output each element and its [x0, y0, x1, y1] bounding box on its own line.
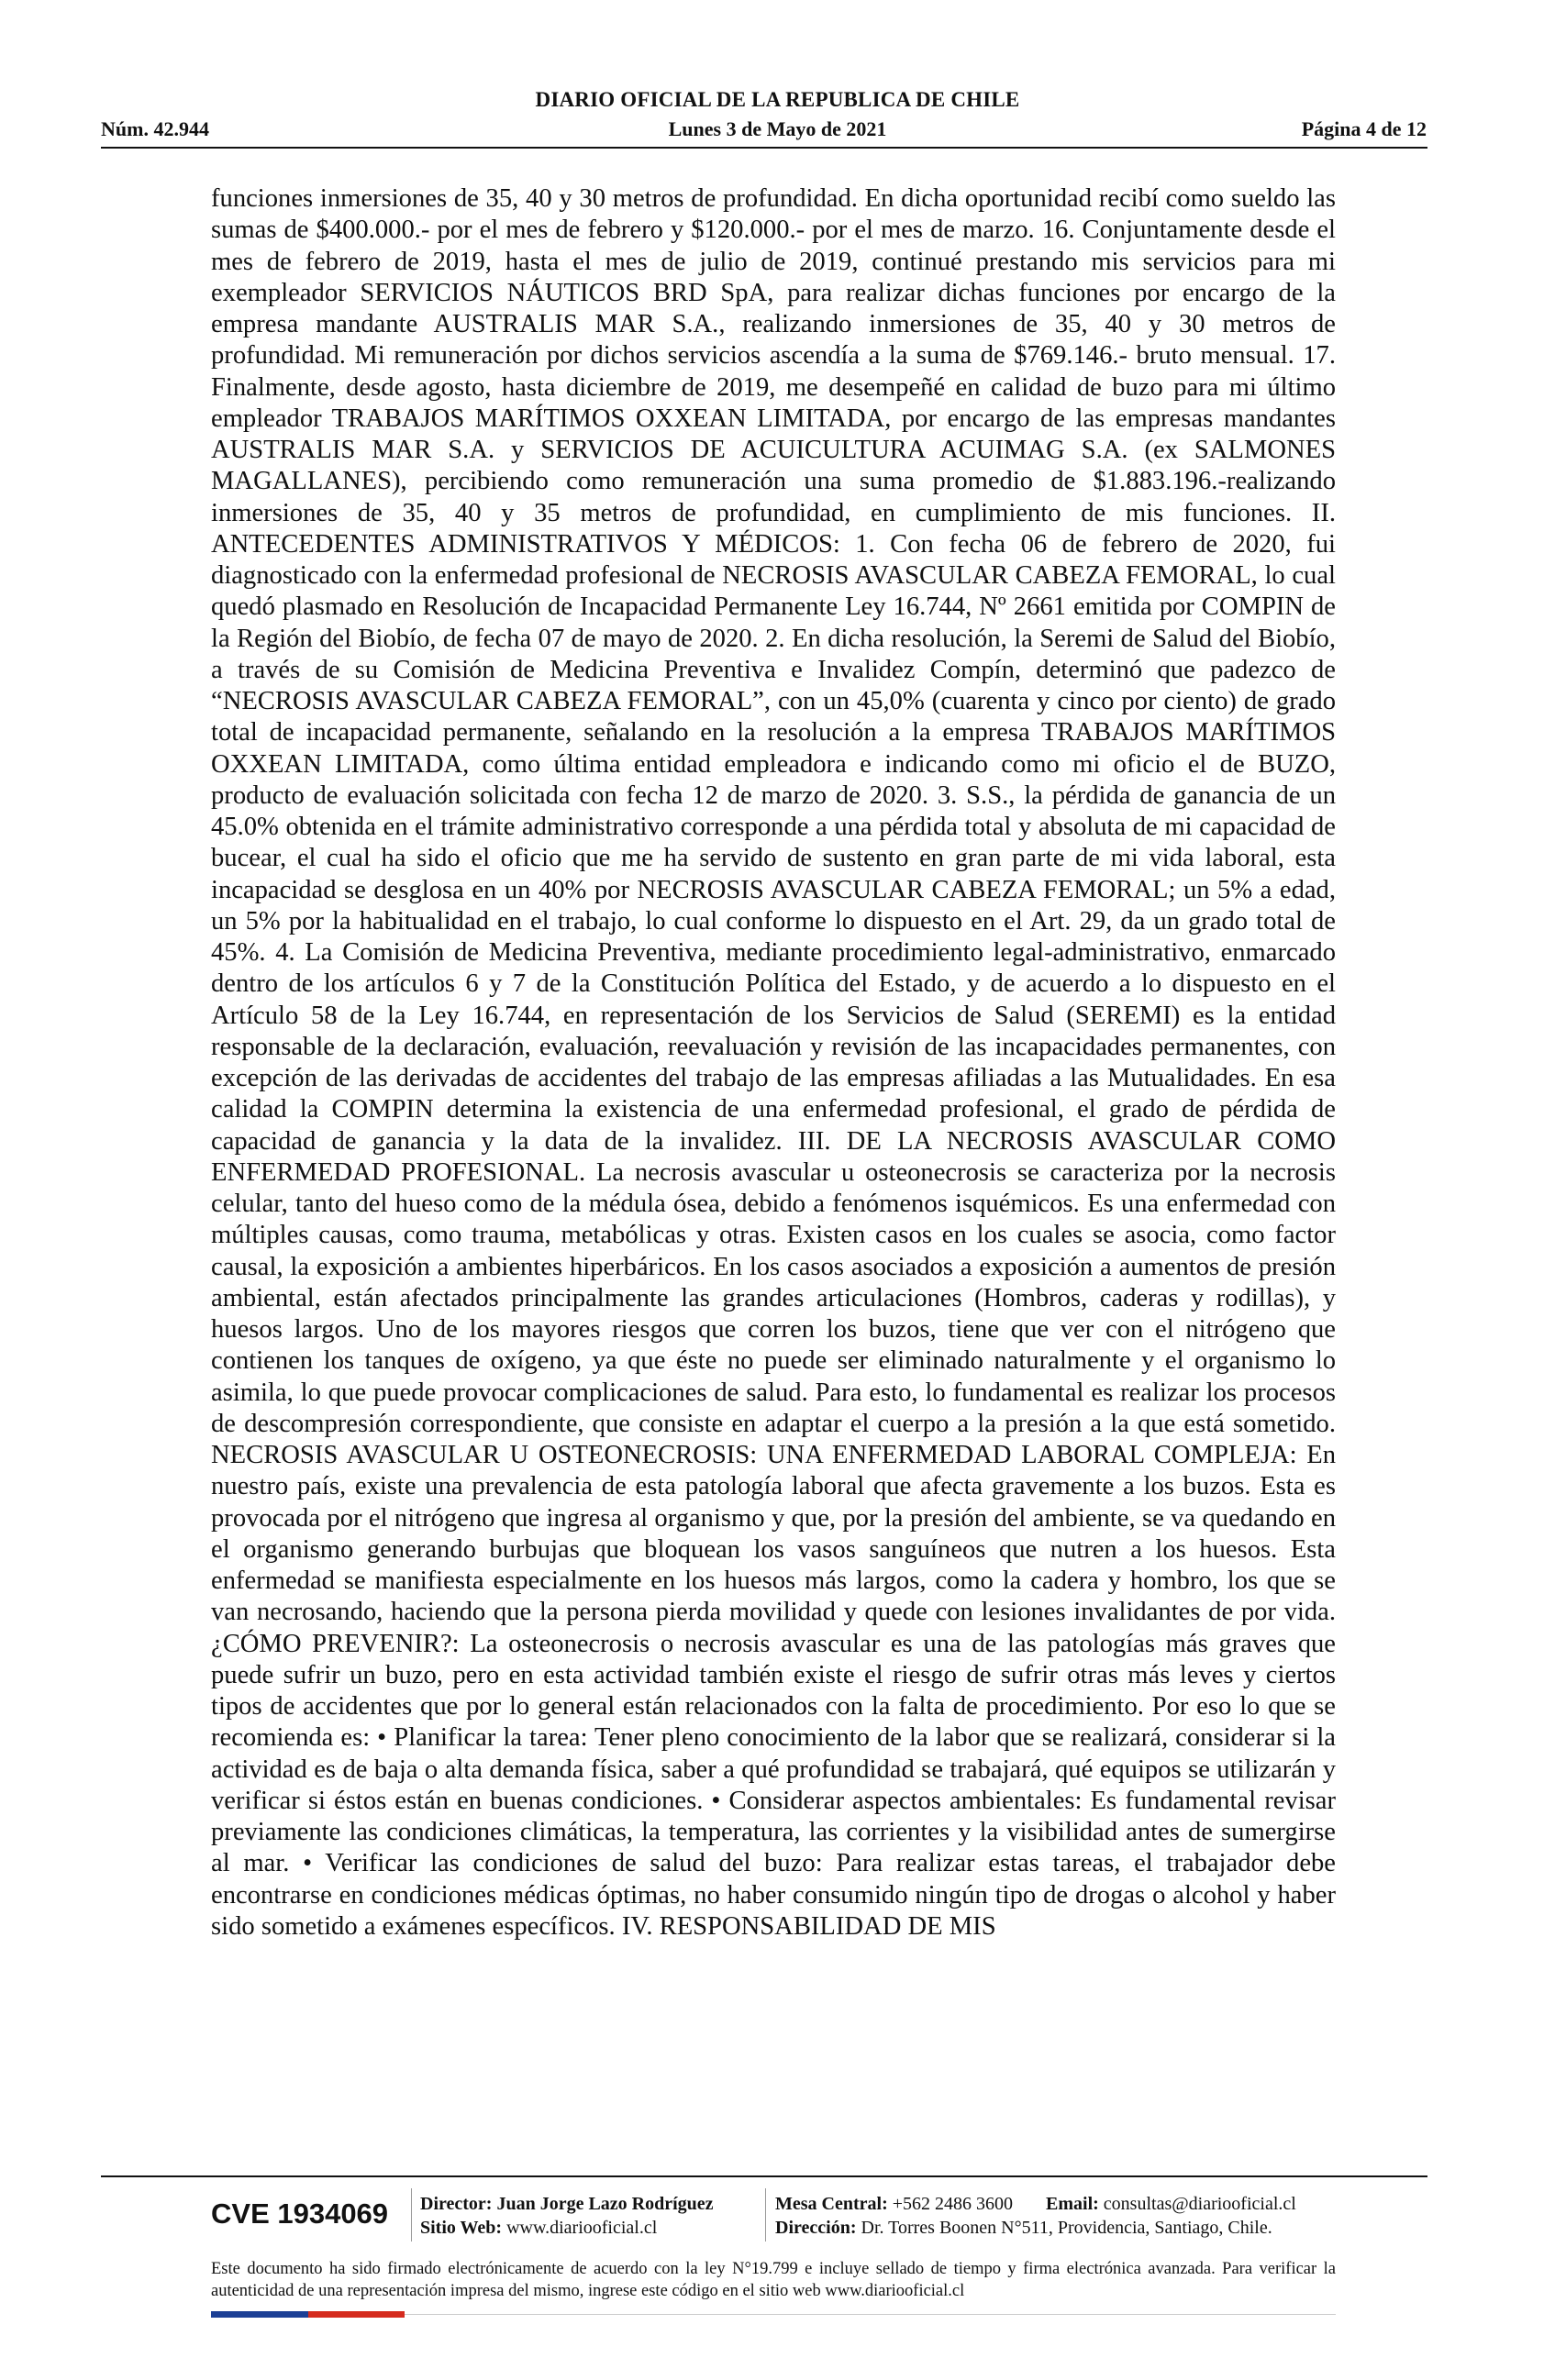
address-label: Dirección: [775, 2218, 857, 2238]
director-label: Director: [420, 2194, 493, 2214]
phone-number: +562 2486 3600 [892, 2194, 1014, 2214]
email-label: Email: [1046, 2194, 1099, 2214]
issue-number: Núm. 42.944 [101, 117, 209, 140]
footer-separator [765, 2188, 766, 2242]
director-name: Juan Jorge Lazo Rodríguez [496, 2194, 714, 2214]
legal-notice: Este documento ha sido firmado electrónicamente de acuerdo con la ley N°19.799 e incluye sellado de tiempo y firma electrónica avanzada. Para verificar la autenticidad de una representación impresa del mismo, ingrese este código en el sitio web www.diariooficial.cl [211, 2260, 1336, 2300]
header-divider [101, 147, 1427, 149]
issue-date: Lunes 3 de Mayo de 2021 [668, 117, 887, 140]
footer-contact-block [775, 2192, 1296, 2240]
web-link[interactable]: www.diariooficial.cl [506, 2218, 658, 2238]
web-label: Sitio Web: [420, 2218, 503, 2238]
address-value: Dr. Torres Boonen N°511, Providencia, Santiago, Chile. [861, 2218, 1272, 2238]
cve-code: CVE 1934069 [211, 2197, 389, 2230]
footer-separator [411, 2188, 412, 2242]
publication-title: DIARIO OFICIAL DE LA REPUBLICA DE CHILE [535, 88, 1020, 111]
flag-stripe-line [405, 2314, 1336, 2315]
footer-divider [101, 2175, 1427, 2177]
body-text: funciones inmersiones de 35, 40 y 30 metros de profundidad. En dicha oportunidad recibí como sueldo las sumas de $400.000.- por el mes de febrero y $120.000.- por el mes de marzo. 16. Conjuntamente desde el mes de febrero de 2019, hasta el mes de julio de 2019, continué prestando mis servicios para mi exempleador SERVICIOS NÁUTICOS BRD SpA, para realizar dichas funciones por encargo de la empresa mandante AUSTRALIS MAR S.A., realizando inmersiones de 35, 40 y 30 metros de profundidad. Mi remuneración por dichos servicios ascendía a la suma de $769.146.- bruto mensual. 17. Finalmente, desde agosto, hasta diciembre de 2019, me desempeñé en calidad de buzo para mi último empleador TRABAJOS MARÍTIMOS OXXEAN LIMITADA, por encargo de las empresas mandantes AUSTRALIS MAR S.A. y SERVICIOS DE ACUICULTURA ACUIMAG S.A. (ex SALMONES MAGALLANES), percibiendo como remuneración una suma promedio de $1.883.196.-realizando inmersiones de 35, 40 y 35 metros de profundidad, en cumplimiento de mis funciones. II. ANTECEDENTES ADMINISTRATIVOS Y MÉDICOS: 1. Con fecha 06 de febrero de 2020, fui diagnosticado con la enfermedad profesional de NECROSIS AVASCULAR CABEZA FEMORAL, lo cual quedó plasmado en Resolución de Incapacidad Permanente Ley 16.744, Nº 2661 emitida por COMPIN de la Región del Biobío, de fecha 07 de mayo de 2020. 2. En dicha resolución, la Seremi de Salud del Biobío, a través de su Comisión de Medicina Preventiva e Invalidez Compín, determinó que padezco de “NECROSIS AVASCULAR CABEZA FEMORAL”, con un 45,0% (cuarenta y cinco por ciento) de grado total de incapacidad permanente, señalando en la resolución a la empresa TRABAJOS MARÍTIMOS OXXEAN LIMITADA, como última entidad empleadora e indicando como mi oficio el de BUZO, producto de evaluación solicitada con fecha 12 de marzo de 2020. 3. S.S., la pérdida de ganancia de un 45.0% obtenida en el trámite administrativo corresponde a una pérdida total y absoluta de mi capacidad de bucear, el cual ha sido el oficio que me ha servido de sustento en gran parte de mi vida laboral, esta incapacidad se desglosa en un 40% por NECROSIS AVASCULAR CABEZA FEMORAL; un 5% a edad, un 5% por la habitualidad en el trabajo, lo cual conforme lo dispuesto en el Art. 29, da un grado total de 45%. 4. La Comisión de Medicina Preventiva, mediante procedimiento legal-administrativo, enmarcado dentro de los artículos 6 y 7 de la Constitución Política del Estado, y de acuerdo a lo dispuesto en el Artículo 58 de la Ley 16.744, en representación de los Servicios de Salud (SEREMI) es la entidad responsable de la declaración, evaluación, reevaluación y revisión de las incapacidades permanentes, con excepción de las derivadas de accidentes del trabajo de las empresas afiliadas a las Mutualidades. En esa calidad la COMPIN determina la existencia de una enfermedad profesional, el grado de pérdida de capacidad de ganancia y la data de la invalidez. III. DE LA NECROSIS AVASCULAR COMO ENFERMEDAD PROFESIONAL. La necrosis avascular u osteonecrosis se caracteriza por la necrosis celular, tanto del hueso como de la médula ósea, debido a fenómenos isquémicos. Es una enfermedad con múltiples causas, como trauma, metabólicas y otras. Existen casos en los cuales se asocia, como factor causal, la exposición a ambientes hiperbáricos. En los casos asociados a exposición a aumentos de presión ambiental, están afectados principalmente las grandes articulaciones (Hombros, caderas y rodillas), y huesos largos. Uno de los mayores riesgos que corren los buzos, tiene que ver con el nitrógeno que contienen los tanques de oxígeno, ya que éste no puede ser eliminado naturalmente y el organismo lo asimila, lo que puede provocar complicaciones de salud. Para esto, lo fundamental es realizar los procesos de descompresión correspondiente, que consiste en adaptar el cuerpo a la presión a la que está sometido. NECROSIS AVASCULAR U OSTEONECROSIS: UNA ENFERMEDAD LABORAL COMPLEJA: En nuestro país, existe una prevalencia de esta patología laboral que afecta gravemente a los buzos. Esta es provocada por el nitrógeno que ingresa al organismo y que, por la presión del ambiente, se va quedando en el organismo generando burbujas que bloquean los vasos sanguíneos que nutren a los huesos. Esta enfermedad se manifiesta especialmente en los huesos más largos, como la cadera y hombro, los que se van necrosando, haciendo que la persona pierda movilidad y quede con lesiones invalidantes de por vida. ¿CÓMO PREVENIR?: La osteonecrosis o necrosis avascular es una de las patologías más graves que puede sufrir un buzo, pero en esta actividad también existe el riesgo de sufrir otras más leves y ciertos tipos de accidentes que por lo general están relacionados con la falta de procedimiento. Por eso lo que se recomienda es: • Planificar la tarea: Tener pleno conocimiento de la labor que se realizará, considerar si la actividad es de baja o alta demanda física, saber a qué profundidad se trabajará, qué equipos se utilizarán y verificar si éstos están en buenas condiciones. • Considerar aspectos ambientales: Es fundamental revisar previamente las condiciones climáticas, la temperatura, las corrientes y la visibilidad antes de sumergirse al mar. • Verificar las condiciones de salud del buzo: Para realizar estas tareas, el trabajador debe encontrarse en condiciones médicas óptimas, no haber consumido ningún tipo de drogas o alcohol y haber sido sometido a exámenes específicos. IV. RESPONSABILIDAD DE MIS [211, 184, 1336, 1941]
email-link[interactable]: consultas@diariooficial.cl [1103, 2194, 1296, 2214]
flag-stripe-blue [211, 2311, 308, 2318]
phone-label: Mesa Central: [775, 2194, 888, 2214]
page-number: Página 4 de 12 [1301, 117, 1427, 140]
footer-director-block [420, 2192, 714, 2240]
flag-stripe-red [308, 2311, 405, 2318]
